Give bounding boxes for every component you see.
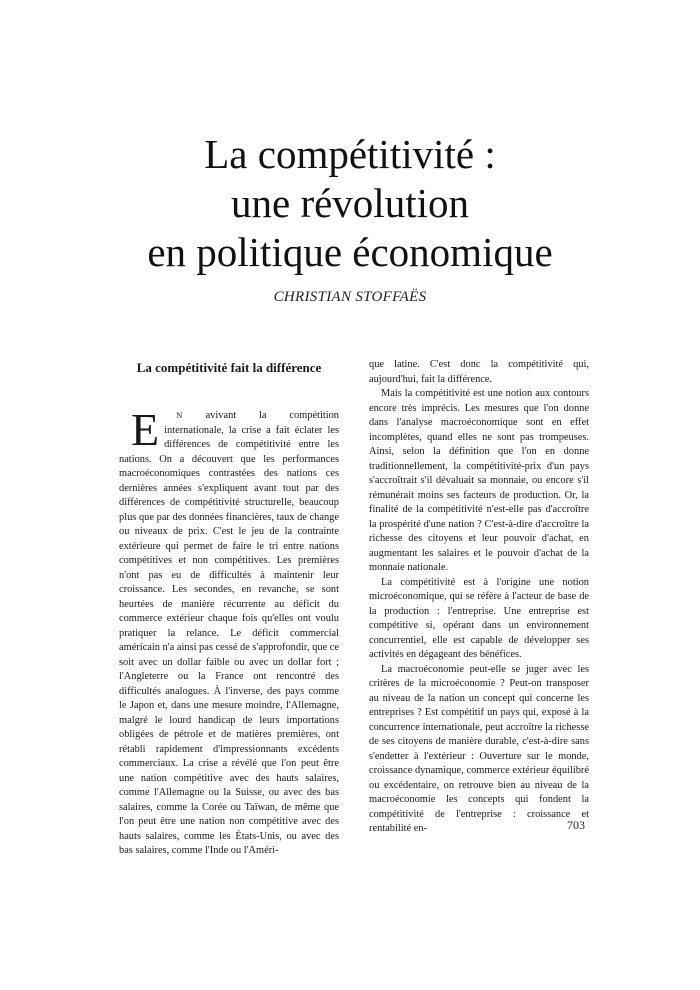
article-author: CHRISTIAN STOFFAËS [273, 289, 427, 305]
lede-smallcaps: N [176, 410, 183, 420]
left-column [119, 358, 339, 859]
drop-cap: E [131, 404, 160, 455]
paragraph-macroeconomie: La macroéconomie peut-elle se juger avec les critères de la microéconomie ? Peut-on transposer au niveau de la nation un concept qui concerne les entreprises ? Est compétitif un pays qui, exposé à la concurrence internationale, peut accroître la richesse de ses citoyens de manière durable, c'est-à-dire sans s'endetter à l'extérieur : Ouverture sur le monde, croissance dynamique, commerce extérieur équilibré ou excédentaire, on retrouve bien au niveau de la macroéconomie les concepts qui fondent la compétitivité de l'entreprise : croissance et rentabilité en- [369, 663, 589, 834]
paragraph-microeconomique: La compétitivité est à l'origine une notion microéconomique, qui se réfère à l'acteur de base de la production : l'entreprise. Une entreprise est compétitive si, opérant dans un environnement concurrentiel, elle est capable de développer ses activités en dégageant des bénéfices. [369, 576, 589, 660]
paragraph-continuation: que latine. C'est donc la compétitivité qui, aujourd'hui, fait la différence. [369, 359, 589, 385]
title-line-3: en politique économique [147, 229, 553, 275]
article-title [60, 130, 640, 277]
title-line-2: une révolution [231, 180, 469, 226]
page-number: 703 [567, 818, 585, 832]
lede-paragraph [119, 404, 339, 859]
title-line-1: La compétitivité : [204, 131, 496, 177]
lede-text: avivant la compétition internationale, la crise a fait éclater les différences de compétitivité entre les nations. On a découvert que les performances macroéconomiques contrastées des nations ces dernières années s'expliquent avant tout par des différences de compétitivité structurelle, beaucoup plus que par des données financières, taux de change ou niveaux de prix. C'est le jeu de la contrainte extérieure qui permet de faire le tri entre nations compétitives et non compétitives. Les premières n'ont pas eu de difficultés à maintenir leur croissance. Les secondes, en revanche, se sont heurtées de manière récurrente au déficit du commerce extérieur chaque fois qu'elles ont voulu pratiquer la relance. Le déficit commercial américain n'a ainsi pas cessé de s'approfondir, que ce soit avec un dollar faible ou avec un dollar fort ; l'Angleterre ou la France ont rencontré des difficultés analogues. À l'inverse, des pays comme le Japon et, dans une mesure moindre, l'Allemagne, malgré le lourd handicap de leurs importations obligées de pétrole et de matières premières, ont rétabli rapidement d'impressionnants excédents commerciaux. La crise a révélé que l'on peut être une nation compétitive avec des hauts salaires, comme l'Allemagne ou la Suisse, ou avec des bas salaires, comme la Corée ou Taïwan, de même que l'on peut être une nation non compétitive avec des hauts salaires, comme les États-Unis, ou avec des bas salaires, comme l'Inde ou l'Améri- [119, 410, 339, 856]
right-column [369, 358, 589, 837]
paragraph-notion: Mais la compétitivité est une notion aux contours encore très imprécis. Les mesures que l'on donne dans l'analyse macroéconomique sont en effet incomplètes, quand elles ne sont pas trompeuses. Ainsi, selon la définition que l'on en donne traditionnellement, la compétitivité-prix d'un pays s'accroîtrait s'il dévaluait sa monnaie, ou encore s'il rémunérait moins ses facteurs de production. Or, la finalité de la compétitivité n'est-elle pas d'accroître la prospérité d'une nation ? C'est-à-dire d'accroître la richesse des citoyens et leur pouvoir d'achat, en augmentant les salaires et le pouvoir d'achat de la monnaie nationale. [369, 388, 589, 573]
section-heading: La compétitivité fait la différence [136, 360, 322, 375]
